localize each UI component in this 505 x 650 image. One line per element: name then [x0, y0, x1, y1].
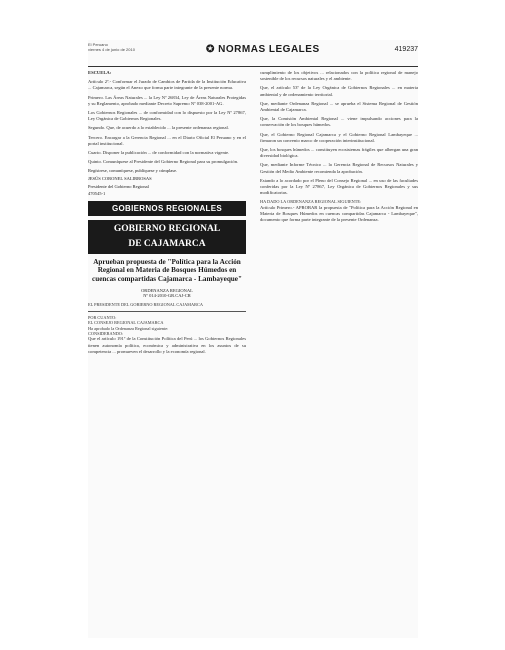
ha-dado-line: Ha aprobado la Ordenanza Regional siguiente: [88, 325, 169, 331]
page-number: 419237 [394, 46, 418, 53]
left-paragraph-2: Primero. Las Áreas Naturales ... la Ley Nº 26834, Ley de Áreas Naturales Protegidas y su Reglamento, aprobado mediante Decreto Supremo Nº 038-2001-AG. [88, 94, 246, 106]
section-band-gobiernos: GOBIERNOS REGIONALES [88, 201, 246, 216]
considerando: CONSIDERANDO: [88, 331, 124, 337]
left-paragraph-4: Segundo. Que, de acuerdo a lo establecido ... la presente ordenanza regional. [88, 125, 229, 131]
right-paragraph-3: Que, mediante Ordenanza Regional ... se aprueba el Sistema Regional de Gestión Ambiental de Cajamarca. [260, 100, 418, 113]
right-column [260, 70, 418, 226]
presidente-line: EL PRESIDENTE DEL GOBIERNO REGIONAL CAJAMARCA [88, 302, 203, 308]
ordinance-number [88, 288, 246, 299]
divider [88, 311, 246, 312]
section-heading: ESCUELA: [88, 70, 112, 75]
right-paragraph-2: Que, el artículo 53º de la Ley Orgánica de Gobiernos Regionales ... en materia ambiental y de ordenamiento territorial. [260, 85, 418, 97]
header-masthead [88, 42, 135, 52]
right-paragraph-6: Que, los bosques húmedos ... constituyen ecosistemas frágiles que albergan una gran diversidad biológica. [260, 147, 418, 159]
left-paragraph-6: Cuarto. Disponer la publicación ... de conformidad con la normativa vigente. [88, 150, 230, 156]
band2-line-1: GOBIERNO REGIONAL [113, 223, 221, 234]
right-final-paragraph: Artículo Primero.- APROBAR la propuesta de "Política para la Acción Regional en Materia de Bosques Húmedos en cuencas compartidas Cajamarca - Lambayeque", documento que forma parte integrante de la presente Ordenanza. [260, 204, 418, 223]
page-header [88, 40, 418, 67]
left-paragraph-1: Artículo 2º.- Conformar el Jurado de Cambios de Partida de la Institución Educativa ... Cajamarca, según el Anexo que forma parte integrante de la presente norma. [88, 79, 246, 91]
left-paragraph-3: Los Gobiernos Regionales ... de conformidad con lo dispuesto por la Ley Nº 27867, Ley Orgánica de Gobiernos Regionales. [88, 110, 246, 122]
left-paragraph-5: Tercero. Encargar a la Gerencia Regional ... en el Diario Oficial El Peruano y en el portal institucional. [88, 134, 246, 146]
sign-name: JESÚS CORONEL SALIRROSAS [88, 176, 152, 182]
right-paragraph-7: Que, mediante Informe Técnico ... la Gerencia Regional de Recursos Naturales y Gestión del Medio Ambiente recomienda la aprobación. [260, 162, 418, 174]
sign-title: Presidente del Gobierno Regional [88, 183, 149, 189]
sign-ref: 470545-1 [88, 191, 106, 197]
por-cuanto: POR CUANTO: [88, 314, 117, 320]
band2-line-2: DE CAJAMARCA [128, 238, 206, 249]
ha-dado-ordenanza: HA DADO LA ORDENANZA REGIONAL SIGUIENTE: [260, 199, 362, 205]
left-column [88, 70, 246, 358]
section-band-cajamarca [88, 220, 246, 254]
newspaper-page [88, 40, 418, 638]
right-paragraph-1: cumplimiento de los objetivos ... relacionados con la política regional de manejo sostenible de los recursos naturales y el ambiente. [260, 70, 418, 82]
ordinance-title: Aprueban propuesta de "Política para la Acción Regional en Materia de Bosques Húmedos en cuencas compartidas Cajamarca - Lambayeque" [92, 257, 242, 283]
header-title: ✪ NORMAS LEGALES [206, 44, 320, 55]
ordinance-code: Nº 014-2010-GR.CAJ-CR [143, 293, 191, 298]
header-publication: El Peruano [88, 42, 108, 47]
sign-line-1: Regístrese, comuníquese, publíquese y cúmplase. [88, 168, 178, 174]
seal-icon: ✪ [206, 44, 215, 55]
right-paragraph-8: Estando a lo acordado por el Pleno del Consejo Regional ... en uso de las facultades conferidas por la Ley Nº 27867, Ley Orgánica de Gobiernos Regionales y sus modificatorias. [260, 177, 418, 196]
right-paragraph-4: Que, la Comisión Ambiental Regional ... viene impulsando acciones para la conservación de los bosques húmedos. [260, 116, 418, 128]
header-date: viernes 4 de junio de 2010 [88, 47, 135, 52]
ordinance-label: ORDENANZA REGIONAL [141, 287, 193, 293]
consejo-line: EL CONSEJO REGIONAL CAJAMARCA [88, 320, 164, 326]
left-final-paragraph: Que el artículo 191º de la Constitución Política del Perú ... los Gobiernos Regionales tienen autonomía política, económica y administrativa en los asuntos de su competencia ... promueven el desarrollo y la economía regional. [88, 336, 246, 354]
left-paragraph-7: Quinto. Comuníquese al Presidente del Gobierno Regional para su promulgación. [88, 159, 239, 165]
right-paragraph-5: Que, el Gobierno Regional Cajamarca y el Gobierno Regional Lambayeque ... firmaron un convenio marco de cooperación interinstitucional. [260, 131, 418, 143]
